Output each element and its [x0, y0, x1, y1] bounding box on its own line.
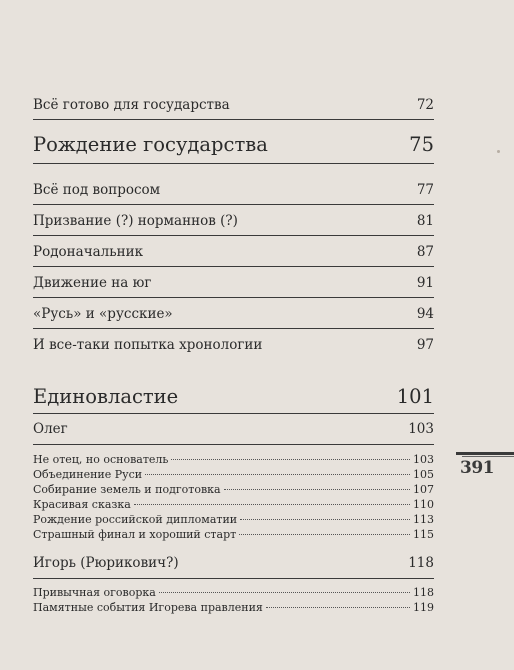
- toc-subentry: [33, 528, 434, 541]
- divider: [33, 119, 434, 120]
- toc-entry-page: 72: [416, 97, 434, 113]
- toc-subentry-title: Памятные события Игорева правления: [33, 601, 263, 614]
- toc-entry: [33, 97, 434, 113]
- divider: [33, 444, 434, 445]
- toc-subentry: [33, 498, 434, 511]
- chapter-page: 101: [396, 385, 434, 408]
- chapter-title: Единовластие: [33, 385, 179, 408]
- toc-subentry: [33, 601, 434, 614]
- toc-entry-title: И все-таки попытка хронологии: [33, 337, 263, 353]
- chapter-heading: [33, 133, 434, 156]
- divider: [33, 235, 434, 236]
- toc-entry-title: Всё готово для государства: [33, 97, 230, 113]
- toc-entry-title: «Русь» и «русские»: [33, 306, 173, 322]
- toc-subentry-page: 103: [413, 453, 434, 466]
- toc-subentry-page: 107: [413, 483, 434, 496]
- dot-leader: [266, 607, 410, 608]
- toc-subentry: [33, 586, 434, 599]
- page-number-rule: [456, 452, 514, 455]
- divider: [33, 413, 434, 414]
- toc-entry-page: 103: [408, 421, 434, 437]
- toc-subentry: [33, 468, 434, 481]
- divider: [33, 578, 434, 579]
- toc-subentry-page: 118: [413, 586, 434, 599]
- toc-entry: [33, 337, 434, 353]
- toc-entry: [33, 555, 434, 571]
- chapter-page: 75: [409, 133, 434, 156]
- toc-entry: [33, 306, 434, 322]
- chapter-heading: [33, 385, 434, 408]
- toc-entry-title: Всё под вопросом: [33, 182, 161, 198]
- toc-subentry: [33, 453, 434, 466]
- toc-entry-title: Олег: [33, 421, 68, 437]
- divider: [33, 266, 434, 267]
- toc-subentry-title: Не отец, но основатель: [33, 453, 169, 466]
- dot-leader: [171, 459, 410, 460]
- toc-subentry-page: 113: [413, 513, 434, 526]
- toc-entry-page: 118: [408, 555, 434, 571]
- dot-leader: [240, 519, 410, 520]
- toc-entry-page: 91: [416, 275, 434, 291]
- toc-subentry-page: 110: [413, 498, 434, 511]
- toc-subentry-title: Красивая сказка: [33, 498, 131, 511]
- toc-subentry: [33, 513, 434, 526]
- toc-subentry-page: 105: [413, 468, 434, 481]
- toc-entry: [33, 244, 434, 260]
- toc-subentry-title: Собирание земель и подготовка: [33, 483, 221, 496]
- toc-entry: [33, 275, 434, 291]
- divider: [33, 328, 434, 329]
- dot-leader: [224, 489, 410, 490]
- toc-entry-title: Призвание (?) норманнов (?): [33, 213, 238, 229]
- divider: [33, 297, 434, 298]
- toc-entry-page: 77: [416, 182, 434, 198]
- toc-entry: [33, 421, 434, 437]
- toc-entry-page: 94: [416, 306, 434, 322]
- toc-subentry: [33, 483, 434, 496]
- toc-entry-title: Родоначальник: [33, 244, 144, 260]
- toc-entry-page: 81: [416, 213, 434, 229]
- toc-entry: [33, 213, 434, 229]
- toc-subentry-page: 119: [413, 601, 434, 614]
- toc-subentry-title: Страшный финал и хороший старт: [33, 528, 237, 541]
- toc-entry: [33, 182, 434, 198]
- toc-subentry-title: Рождение российской дипломатии: [33, 513, 238, 526]
- divider: [33, 204, 434, 205]
- toc-entry-title: Движение на юг: [33, 275, 152, 291]
- dot-leader: [239, 534, 410, 535]
- divider: [33, 163, 434, 164]
- dot-leader: [159, 592, 410, 593]
- toc-entry-title: Игорь (Рюрикович?): [33, 555, 179, 571]
- chapter-title: Рождение государства: [33, 133, 268, 156]
- toc-subentry-title: Объединение Руси: [33, 468, 143, 481]
- dot-leader: [134, 504, 410, 505]
- toc-entry-page: 97: [416, 337, 434, 353]
- toc-entry-page: 87: [416, 244, 434, 260]
- page-number: 391: [460, 458, 494, 478]
- toc-subentry-title: Привычная оговорка: [33, 586, 156, 599]
- paper-speck: [497, 150, 500, 153]
- page-number-rule-thin: [462, 456, 514, 457]
- toc-subentry-page: 115: [413, 528, 434, 541]
- dot-leader: [145, 474, 410, 475]
